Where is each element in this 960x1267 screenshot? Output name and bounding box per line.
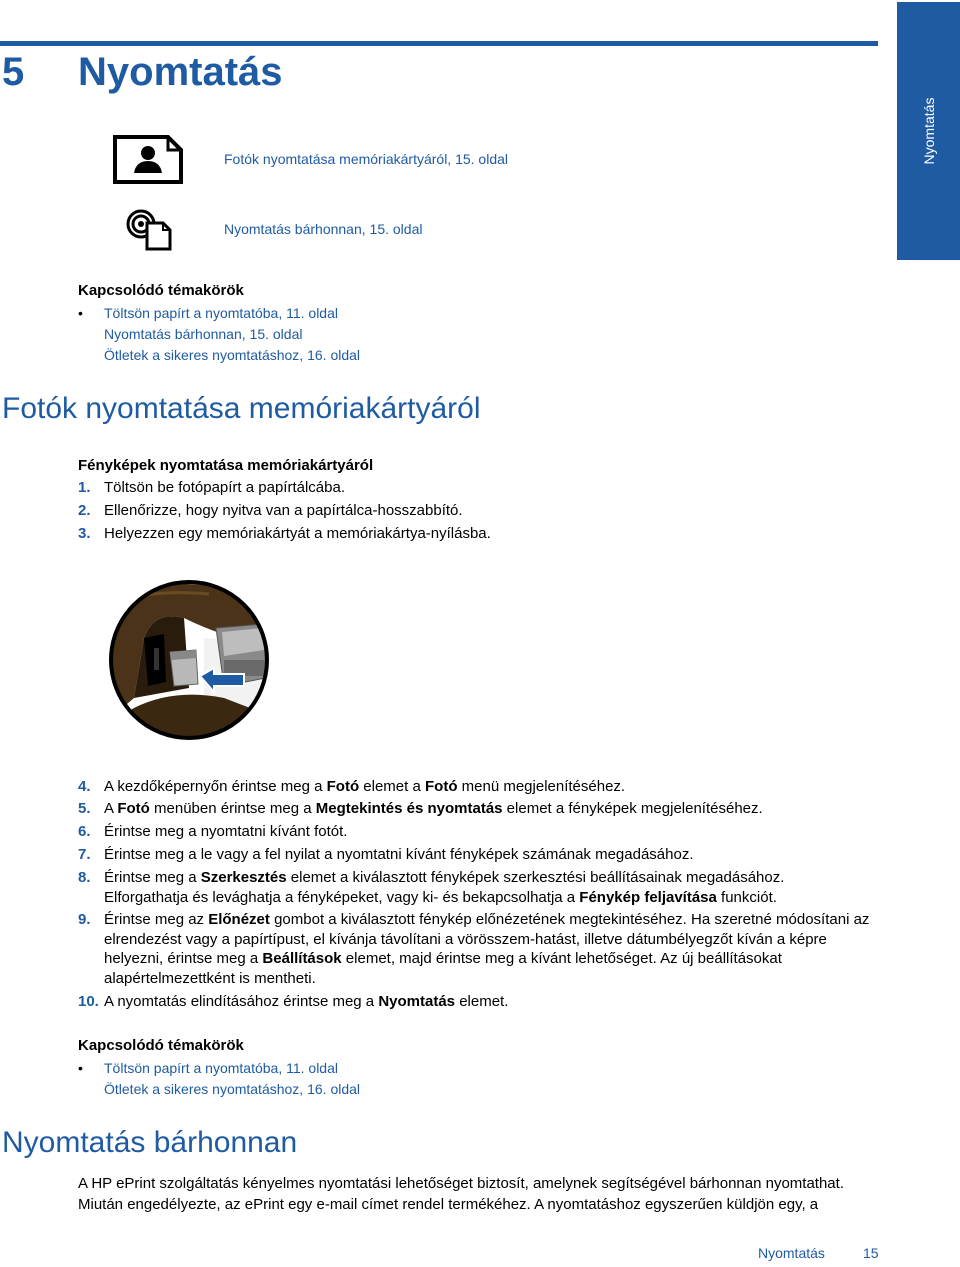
memory-card-illustration: [104, 578, 276, 742]
step: 9. Érintse meg az Előnézet gombot a kiválasztott fénykép előnézetének megtekintéséhez. Ha szeretné módosítani az elrendezést vagy a papírtípust, el kívánja távolítani a vörösszem-hatást, illetve dátumbélyegzőt kíván a képre helyezni, érintse meg a Beállítások elemet, majd érintse meg a kívánt lehetőséget. Az új beállításokat alapértelmezettként is mentheti.: [78, 911, 870, 987]
side-tab: [897, 2, 960, 260]
side-tab-label: Nyomtatás: [920, 97, 937, 165]
page-number: 15: [863, 1245, 879, 1261]
header-rule: [0, 41, 878, 46]
intro-link-eprint[interactable]: Nyomtatás bárhonnan, 15. oldal: [224, 221, 423, 237]
related-link[interactable]: Ötletek a sikeres nyomtatáshoz, 16. oldal: [104, 1081, 361, 1097]
chapter-number: 5: [2, 50, 25, 94]
bullet: •: [78, 305, 83, 321]
related-link[interactable]: Töltsön papírt a nyomtatóba, 11. oldal: [104, 1060, 338, 1076]
related-link[interactable]: Ötletek a sikeres nyomtatáshoz, 16. oldal: [104, 347, 361, 363]
related-link[interactable]: Nyomtatás bárhonnan, 15. oldal: [104, 326, 303, 342]
bullet: •: [78, 1060, 83, 1076]
section-title: Fotók nyomtatása memóriakártyáról: [2, 392, 481, 425]
related-heading: Kapcsolódó témakörök: [78, 282, 244, 299]
related-heading: Kapcsolódó témakörök: [78, 1037, 244, 1054]
photo-icon: [112, 133, 184, 185]
section-title: Nyomtatás bárhonnan: [2, 1126, 298, 1159]
section-body: A HP ePrint szolgáltatás kényelmes nyomtatási lehetőséget biztosít, amelynek segítségével bárhonnan nyomtathat. Miután engedélyezte, az ePrint egy e-mail címet rendel termékéhez. A nyomtatáshoz egyszerűen küldjön egy, a: [78, 1175, 844, 1213]
eprint-icon: [125, 207, 173, 251]
chapter-title: Nyomtatás: [78, 50, 283, 94]
intro-link-photos[interactable]: Fotók nyomtatása memóriakártyáról, 15. oldal: [224, 151, 509, 167]
footer-label: Nyomtatás: [758, 1245, 825, 1261]
related-link[interactable]: Töltsön papírt a nyomtatóba, 11. oldal: [104, 305, 338, 321]
section-subheading: Fényképek nyomtatása memóriakártyáról: [78, 457, 374, 474]
